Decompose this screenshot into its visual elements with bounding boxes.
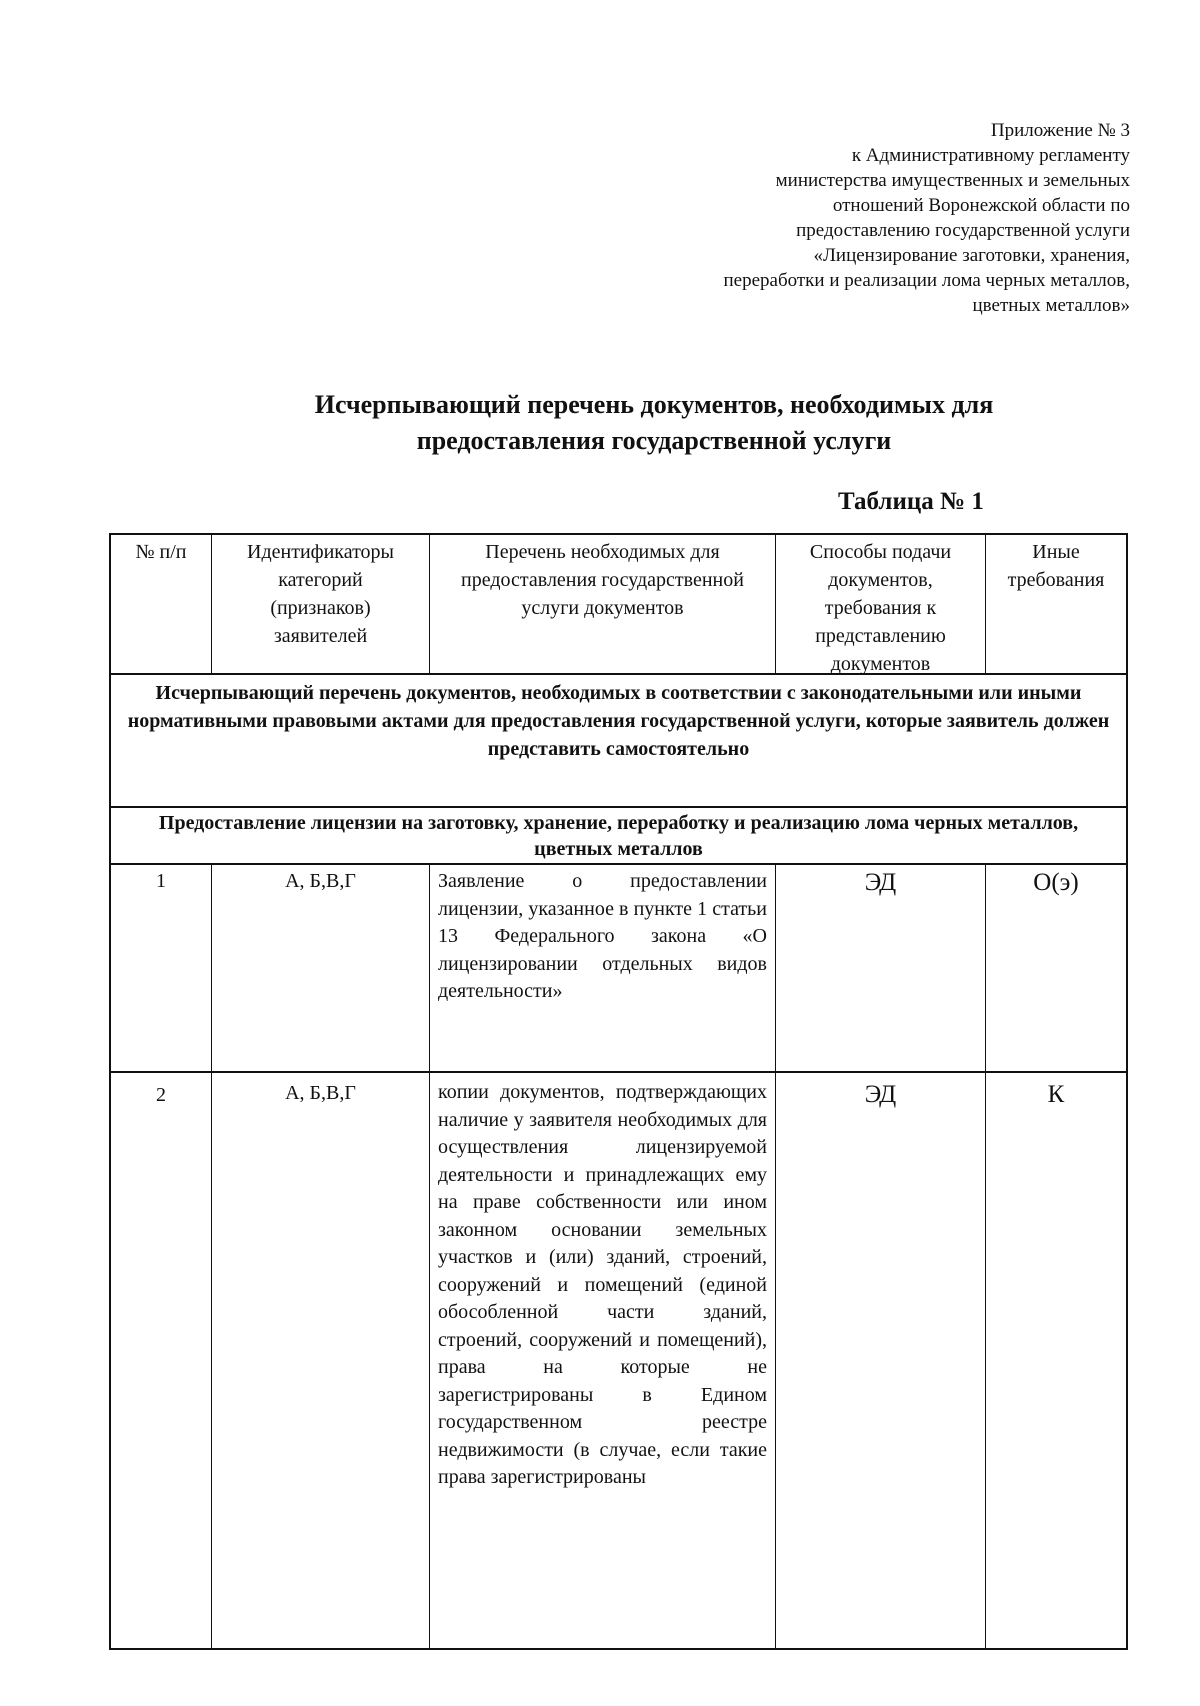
appendix-line: к Административному регламенту bbox=[851, 145, 1130, 166]
row-other: К bbox=[1047, 1081, 1065, 1108]
document-title bbox=[200, 387, 1108, 459]
row-number: 1 bbox=[111, 865, 212, 1071]
appendix-block bbox=[640, 118, 1130, 318]
row-other: О(э) bbox=[1033, 869, 1079, 896]
section-heading: Предоставление лицензии на заготовку, хранение, переработку и реализацию лома черных металлов, цветных металлов bbox=[158, 812, 1079, 860]
row-document bbox=[430, 1073, 776, 1648]
appendix-line: Приложение № 3 bbox=[990, 120, 1130, 141]
header-documents: Перечень необходимых для предоставления государственной услуги документов bbox=[430, 535, 776, 673]
header-number: № п/п bbox=[111, 535, 212, 673]
header-categories: Идентификаторы категорий (признаков) заявителей bbox=[212, 535, 430, 673]
row-document-text: копии документов, подтверждающих наличие у заявителя необходимых для осуществления лицензируемой деятельности и принадлежащих ему на праве собственности или ином законном основании земельных участков и (или) зданий, строений, сооружений и помещений (единой обособленной части зданий, строений, сооружений и помещений), права на которые не зарегистрированы в Едином государственном реестре недвижимости (в случае, если такие права зарегистрированы bbox=[438, 1081, 767, 1488]
row-submission: ЭД bbox=[776, 1073, 986, 1648]
section-row-exhaustive bbox=[109, 673, 1128, 806]
table-header-row bbox=[109, 533, 1128, 673]
row-categories: А, Б,В,Г bbox=[212, 865, 430, 1071]
section-row-license bbox=[109, 806, 1128, 863]
appendix-line: отношений Воронежской области по bbox=[832, 195, 1130, 216]
document-title-line-1: Исчерпывающий перечень документов, необходимых для bbox=[314, 390, 994, 419]
appendix-line: цветных металлов» bbox=[972, 295, 1130, 316]
row-categories: А, Б,В,Г bbox=[212, 1073, 430, 1648]
table-row bbox=[109, 863, 1128, 1071]
appendix-line: министерства имущественных и земельных bbox=[775, 170, 1130, 191]
appendix-line: «Лицензирование заготовки, хранения, bbox=[813, 245, 1130, 266]
row-number: 2 bbox=[111, 1073, 212, 1648]
row-document bbox=[430, 865, 776, 1071]
row-document-text: Заявление о предоставлении лицензии, указанное в пункте 1 статьи 13 Федерального закона «О лицензировании отдельных видов деятельности» bbox=[438, 870, 767, 1002]
appendix-line: предоставлению государственной услуги bbox=[796, 220, 1130, 241]
header-other: Иные требования bbox=[1007, 541, 1105, 591]
table-row bbox=[109, 1071, 1128, 1650]
header-submission: Способы подачи документов, требования к представлению документов bbox=[776, 535, 986, 673]
document-title-line-2: предоставления государственной услуги bbox=[416, 426, 892, 455]
appendix-line: переработки и реализации лома черных металлов, bbox=[723, 270, 1130, 291]
row-submission: ЭД bbox=[776, 865, 986, 1071]
table-caption: Таблица № 1 bbox=[838, 488, 984, 515]
section-heading: Исчерпывающий перечень документов, необходимых в соответствии с законодательными или иными нормативными правовыми актами для предоставления государственной услуги, которые заявитель должен представить самостоятельно bbox=[127, 682, 1110, 760]
